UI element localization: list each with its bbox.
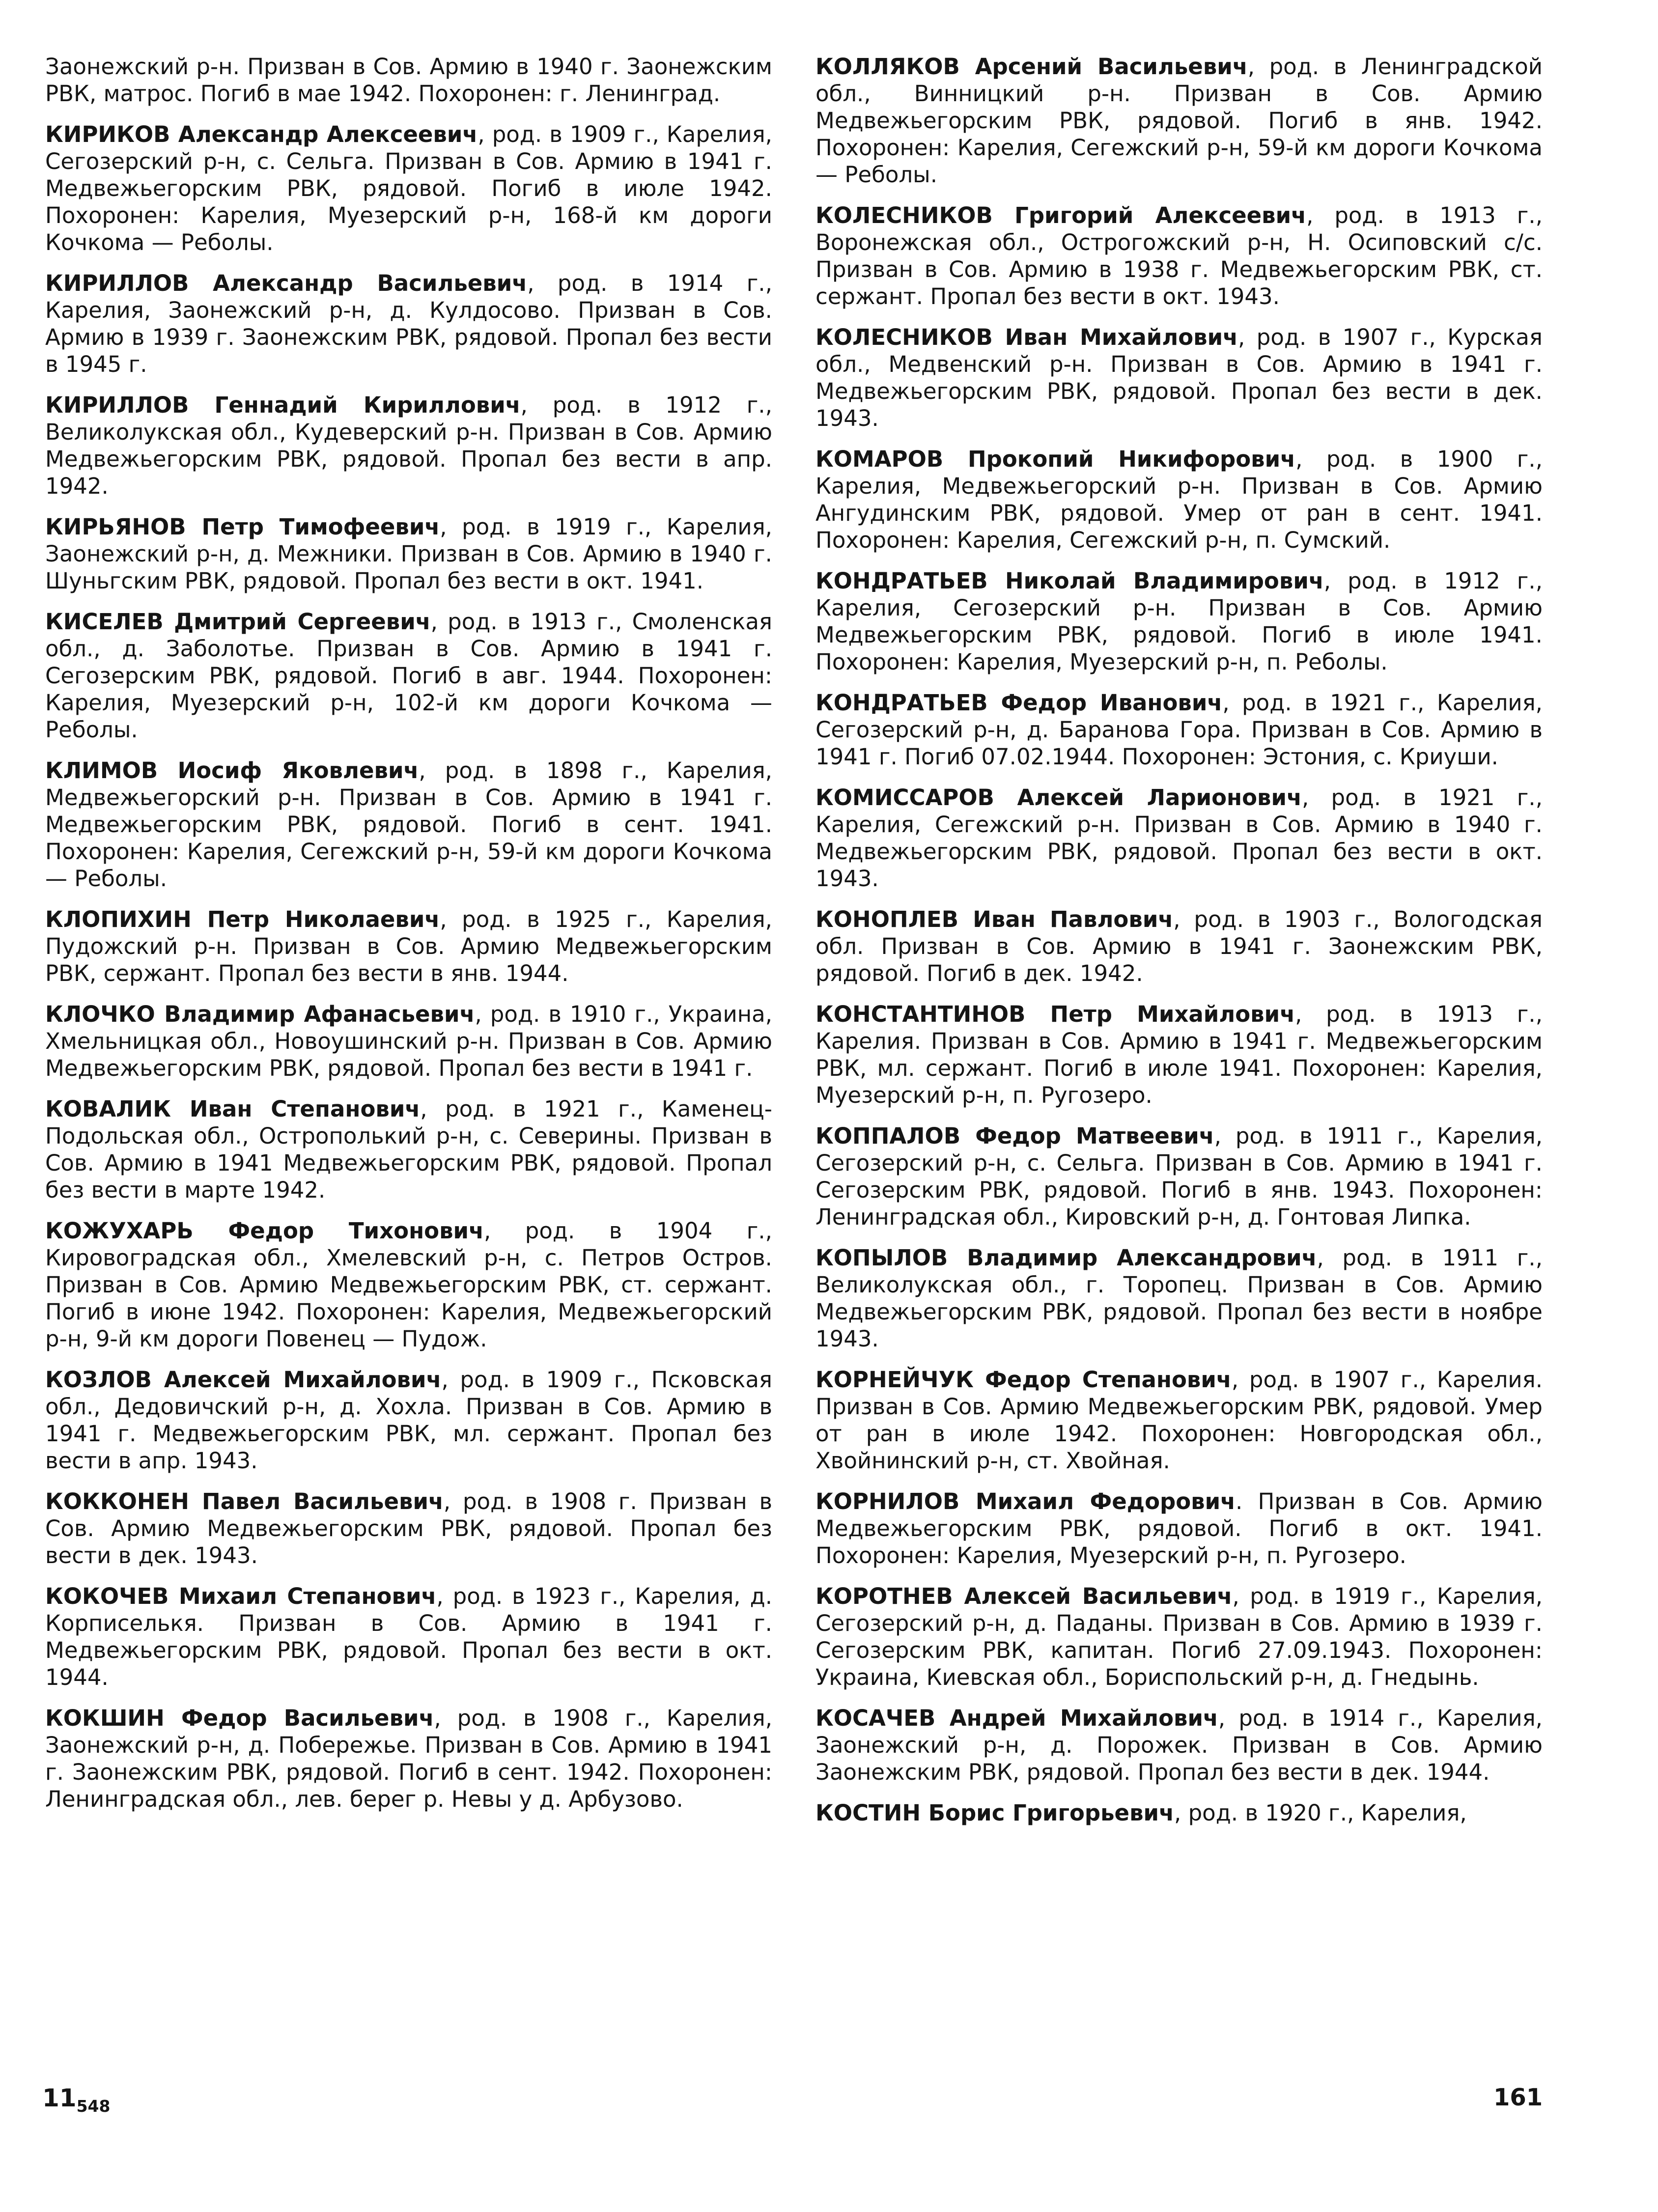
entry-text: , род. в 1912 г., Карелия, Сегозерский р-н. Призван в Сов. Армию Медвежьегорским РВК, рядовой. Погиб в июле 1941. Похоронен: Карелия, Муезерский р-н, п. Реболы. [815,568,1543,675]
entry [815,1001,1543,1109]
right-column [815,53,1543,1840]
entry-text: , род. в 1903 г., Вологодская обл. Призван в Сов. Армию в 1941 г. Заонежским РВК, рядовой. Погиб в дек. 1942. [815,906,1543,986]
entry-name: КОНДРАТЬЕВ Николай Владимирович [815,568,1324,594]
entry-name: КОМАРОВ Прокопий Никифорович [815,446,1296,472]
entry [815,906,1543,987]
entry [815,324,1543,432]
entry [45,53,772,107]
entry-text: , род. в 1919 г., Карелия, Сегозерский р-н, д. Паданы. Призван в Сов. Армию в 1939 г. Сегозерским РВК, капитан. Погиб 27.09.1943. Похоронен: Украина, Киевская обл., Бориспольский р-н, д. Гнедынь. [815,1583,1543,1690]
entry [815,567,1543,675]
entry-name: КЛОПИХИН Петр Николаевич [45,906,440,932]
entry-text: , род. в 1898 г., Карелия, Медвежьегорский р-н. Призван в Сов. Армию в 1941 г. Медвежьегорским РВК, рядовой. Погиб в сент. 1941. Похоронен: Карелия, Сегежский р-н, 59-й км дороги Кочкома — Реболы. [45,757,772,892]
entry-text: , род. в 1907 г., Карелия. Призван в Сов. Армию Медвежьегорским РВК, рядовой. Умер от ран в июле 1942. Похоронен: Новгородская обл., Хвойнинский р-н, ст. Хвойная. [815,1367,1543,1474]
entry [815,1705,1543,1786]
entry [45,757,772,892]
entry [45,392,772,500]
entry [815,1244,1543,1352]
entry [45,121,772,256]
entry-name: КЛИМОВ Иосиф Яковлевич [45,757,419,784]
entry [45,608,772,743]
entry [45,1001,772,1082]
entry [45,1488,772,1569]
entry-text: , род. в 1908 г. Призван в Сов. Армию Медвежьегорским РВК, рядовой. Пропал без вести в дек. 1943. [45,1488,772,1568]
entry-text: , род. в 1919 г., Карелия, Заонежский р-н, д. Межники. Призван в Сов. Армию в 1940 г. Шуньгским РВК, рядовой. Пропал без вести в окт. 1941. [45,514,772,594]
printer-signature [42,2084,110,2116]
entry-name: КОНДРАТЬЕВ Федор Иванович [815,690,1223,716]
entry [45,1705,772,1813]
entry-name: КИРИКОВ Александр Алексеевич [45,121,478,147]
entry-name: КОППАЛОВ Федор Матвеевич [815,1123,1214,1149]
entry-name: КОРОТНЕВ Алексей Васильевич [815,1583,1233,1609]
entry [45,270,772,378]
entry-text: , род. в 1908 г., Карелия, Заонежский р-н, д. Побережье. Призван в Сов. Армию в 1941 г. Заонежским РВК, рядовой. Погиб в сент. 1942. Похоронен: Ленинградская обл., лев. берег р. Невы у д. Арбузово. [45,1705,772,1812]
entry [815,784,1543,892]
signature-main: 11 [42,2084,77,2112]
entry [45,1366,772,1474]
entry-name: КЛОЧКО Владимир Афанасьевич [45,1001,475,1027]
entry-text: , род. в 1925 г., Карелия, Пудожский р-н. Призван в Сов. Армию Медвежьегорским РВК, сержант. Пропал без вести в янв. 1944. [45,906,772,986]
entry-text: , род. в 1923 г., Карелия, д. Корписелькя. Призван в Сов. Армию в 1941 г. Медвежьегорским РВК, рядовой. Пропал без вести в окт. 1944. [45,1583,772,1690]
signature-sub: 548 [76,2097,111,2116]
entry [815,446,1543,554]
entry-name: КОМИССАРОВ Алексей Ларионович [815,784,1302,811]
entry-text: , род. в 1909 г., Карелия, Сегозерский р-н, с. Сельга. Призван в Сов. Армию в 1941 г. Медвежьегорским РВК, рядовой. Погиб в июле 1942. Похоронен: Карелия, Муезерский р-н, 168-й км дороги Кочкома — Реболы. [45,121,772,255]
entry-name: КОЗЛОВ Алексей Михайлович [45,1367,442,1393]
entry [815,689,1543,770]
entry-name: КОКОЧЕВ Михаил Степанович [45,1583,437,1609]
entry-text: , род. в 1907 г., Курская обл., Медвенский р-н. Призван в Сов. Армию в 1941 г. Медвежьегорским РВК, рядовой. Пропал без вести в дек. 1943. [815,324,1543,431]
entry [815,202,1543,310]
entry [815,1799,1543,1826]
entry-text: , род. в 1913 г., Смоленская обл., д. Заболотье. Призван в Сов. Армию в 1941 г. Сегозерским РВК, рядовой. Погиб в авг. 1944. Похоронен: Карелия, Муезерский р-н, 102-й км дороги Кочкома — Реболы. [45,609,772,743]
entry-name: КИРИЛЛОВ Геннадий Кириллович [45,392,521,418]
entry-name: КОРНЕЙЧУК Федор Степанович [815,1367,1232,1393]
entry-text: , род. в 1914 г., Карелия, Заонежский р-н, д. Порожек. Призван в Сов. Армию Заонежским РВК, рядовой. Пропал без вести в дек. 1944. [815,1705,1543,1785]
entry-name: КОВАЛИК Иван Степанович [45,1096,421,1122]
entry [815,1366,1543,1474]
entry-text: . Призван в Сов. Армию Медвежьегорским РВК, рядовой. Погиб в окт. 1941. Похоронен: Карелия, Муезерский р-н, п. Ругозеро. [815,1488,1543,1568]
entry-name: КИРЬЯНОВ Петр Тимофеевич [45,514,440,540]
entry [815,1583,1543,1691]
entry-text: Заонежский р-н. Призван в Сов. Армию в 1940 г. Заонежским РВК, матрос. Погиб в мае 1942. Похоронен: г. Ленинград. [45,54,772,107]
page-number: 161 [1493,2084,1543,2111]
entry-text: , род. в 1909 г., Псковская обл., Дедовичский р-н, д. Хохла. Призван в Сов. Армию в 1941 г. Медвежьегорским РВК, мл. сержант. Пропал без вести в апр. 1943. [45,1367,772,1474]
entry [45,1583,772,1691]
entry [45,906,772,987]
entry-name: КИРИЛЛОВ Александр Васильевич [45,270,528,296]
entry-name: КОЖУХАРЬ Федор Тихонович [45,1218,484,1244]
entry-name: КОПЫЛОВ Владимир Александрович [815,1245,1317,1271]
entry-name: КОКШИН Федор Васильевич [45,1705,434,1731]
entry-text: , род. в Ленинградской обл., Винницкий р-н. Призван в Сов. Армию Медвежьегорским РВК, рядовой. Погиб в янв. 1942. Похоронен: Карелия, Сегежский р-н, 59-й км дороги Кочкома — Реболы. [815,54,1543,188]
entry-text: , род. в 1911 г., Карелия, Сегозерский р-н, с. Сельга. Призван в Сов. Армию в 1941 г. Сегозерским РВК, рядовой. Погиб в янв. 1943. Похоронен: Ленинградская обл., Кировский р-н, д. Гонтовая Липка. [815,1123,1543,1230]
entry [45,513,772,594]
entry-text: , род. в 1904 г., Кировоградская обл., Хмелевский р-н, с. Петров Остров. Призван в Сов. Армию Медвежьегорским РВК, ст. сержант. Погиб в июне 1942. Похоронен: Карелия, Медвежьегорский р-н, 9-й км дороги Повенец — Пудож. [45,1218,772,1352]
entry-name: КОЛЛЯКОВ Арсений Васильевич [815,54,1248,80]
entry-text: , род. в 1911 г., Великолукская обл., г. Торопец. Призван в Сов. Армию Медвежьегорским РВК, рядовой. Пропал без вести в ноябре 1943. [815,1245,1543,1352]
entry-text: , род. в 1914 г., Карелия, Заонежский р-н, д. Кулдосово. Призван в Сов. Армию в 1939 г. Заонежским РВК, рядовой. Пропал без вести в 1945 г. [45,270,772,377]
entry-text: , род. в 1920 г., Карелия, [1174,1800,1467,1826]
entry [45,1217,772,1352]
entry [815,1488,1543,1569]
entry [815,1122,1543,1231]
entry-name: КОЛЕСНИКОВ Иван Михайлович [815,324,1238,350]
entry-text: , род. в 1913 г., Карелия. Призван в Сов. Армию в 1941 г. Медвежьегорским РВК, мл. сержант. Погиб в июле 1941. Похоронен: Карелия, Муезерский р-н, п. Ругозеро. [815,1001,1543,1108]
entry-name: КОККОНЕН Павел Васильевич [45,1488,444,1514]
entry-text: , род. в 1910 г., Украина, Хмельницкая обл., Новоушинский р-н. Призван в Сов. Армию Медвежьегорским РВК, рядовой. Пропал без вести в 1941 г. [45,1001,772,1081]
entry-name: КОСТИН Борис Григорьевич [815,1800,1174,1826]
entry-name: КОНОПЛЕВ Иван Павлович [815,906,1174,932]
entry-name: КИСЕЛЕВ Дмитрий Сергеевич [45,609,431,635]
entry-name: КОНСТАНТИНОВ Петр Михайлович [815,1001,1295,1027]
entry-text: , род. в 1921 г., Карелия, Сегежский р-н. Призван в Сов. Армию в 1940 г. Медвежьегорским РВК, рядовой. Пропал без вести в окт. 1943. [815,784,1543,892]
entry-text: , род. в 1900 г., Карелия, Медвежьегорский р-н. Призван в Сов. Армию Ангудинским РВК, рядовой. Умер от ран в сент. 1941. Похоронен: Карелия, Сегежский р-н, п. Сумский. [815,446,1543,553]
entry [45,1095,772,1204]
entry-text: , род. в 1912 г., Великолукская обл., Кудеверский р-н. Призван в Сов. Армию Медвежьегорским РВК, рядовой. Пропал без вести в апр. 1942. [45,392,772,499]
entry-text: , род. в 1921 г., Карелия, Сегозерский р-н, д. Баранова Гора. Призван в Сов. Армию в 1941 г. Погиб 07.02.1944. Похоронен: Эстония, с. Криуши. [815,690,1543,770]
entry-text: , род. в 1921 г., Каменец-Подольская обл., Острополький р-н, с. Северины. Призван в Сов. Армию в 1941 Медвежьегорским РВК, рядовой. Пропал без вести в марте 1942. [45,1096,772,1203]
entry [815,53,1543,188]
entry-name: КОРНИЛОВ Михаил Федорович [815,1488,1236,1514]
entry-name: КОСАЧЕВ Андрей Михайлович [815,1705,1218,1731]
entry-text: , род. в 1913 г., Воронежская обл., Острогожский р-н, Н. Осиповский с/с. Призван в Сов. Армию в 1938 г. Медвежьегорским РВК, ст. сержант. Пропал без вести в окт. 1943. [815,202,1543,309]
entry-name: КОЛЕСНИКОВ Григорий Алексеевич [815,202,1307,228]
left-column [45,53,772,1826]
